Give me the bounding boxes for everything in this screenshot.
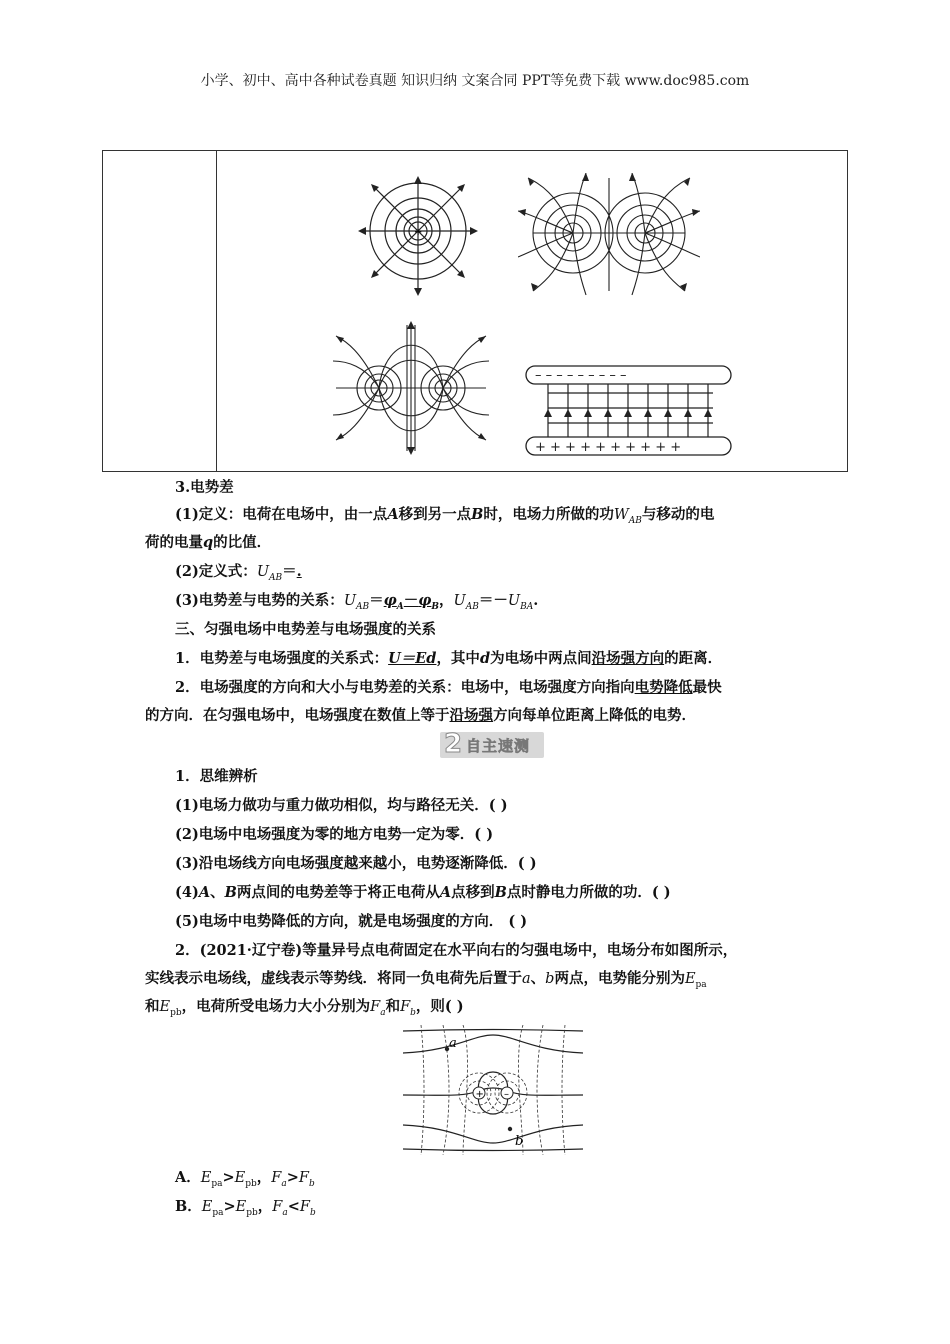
banner-text: 自主速测 [466, 737, 531, 755]
quiz-1-title: 1．思维辨析 [175, 768, 258, 785]
figure-point-b-label: b [515, 1134, 524, 1149]
self-test-banner [440, 729, 544, 759]
table-column-divider [216, 151, 217, 471]
relation-item-1: 1．电势差与电场强度的关系式：U＝Ed，其中d为电场中两点间沿场强方向的距离． [175, 650, 723, 667]
svg-text:+: + [475, 1089, 484, 1100]
relation-item-2-line-2: 的方向．在匀强电场中，电场强度在数值上等于沿场强方向每单位距离上降低的电势． [145, 707, 696, 724]
quiz-1-q4: (4)A、B两点间的电势差等于将正电荷从A点移到B点时静电力所做的功．( ) [175, 884, 671, 901]
potential-relation: (3)电势差与电势的关系：$U_{AB}=\varphi_A-\varphi_B$，$U_{AB}=-U_{BA}$. [175, 592, 539, 612]
quiz-2-line-3: 和$E_{pb}$，电荷所受电场力大小分别为$F_a$和$F_b$，则( ) [145, 998, 464, 1018]
banner-number: 2 [444, 729, 463, 759]
definition-line-1: (1)定义：电荷在电场中，由一点A移到另一点B时，电场力所做的功$W_{AB}$与移动的电 [175, 506, 715, 526]
quiz-1-q3: (3)沿电场线方向电场强度越来越小，电势逐渐降低．( ) [175, 855, 537, 872]
svg-text:– – – – – – – – –: – – – – – – – – – [535, 368, 627, 383]
svg-text:+: + [414, 227, 423, 238]
like-charges-field-figure [518, 173, 700, 298]
relation-item-2-line-1: 2．电场强度的方向和大小与电势差的关系：电场中，电场强度方向指向电势降低最快 [175, 679, 722, 696]
definition-line-2: 荷的电量q的比值． [145, 534, 272, 551]
quiz-1-q5: (5)电场中电势降低的方向，就是电场强度的方向． ( ) [175, 913, 528, 930]
option-a[interactable]: A．$E_{pa}>E_{pb}$，$F_a>F_b$ [175, 1169, 315, 1189]
section-3-title: 3.电势差 [175, 479, 234, 496]
parallel-plates-field-figure [523, 363, 733, 458]
dipole-field-figure [331, 321, 491, 456]
quiz-2-line-1: 2．(2021·辽宁卷)等量异号点电荷固定在水平向右的匀强电场中，电场分布如图所示， [175, 942, 738, 959]
quiz-1-q2: (2)电场中电场强度为零的地方电势一定为零．( ) [175, 826, 494, 843]
definition-formula: (2)定义式：$U_{AB}=$. [175, 563, 302, 583]
quiz-1-q1: (1)电场力做功与重力做功相似，均与路径无关．( ) [175, 797, 508, 814]
quiz-2-line-2: 实线表示电场线，虚线表示等势线．将同一负电荷先后置于a、b两点，电势能分别为$E_{pa}$ [145, 970, 707, 990]
svg-text:+ + + + + + + + + +: + + + + + + + + + + [535, 440, 682, 455]
option-b[interactable]: B．$E_{pa}>E_{pb}$，$F_a<F_b$ [175, 1198, 316, 1218]
figure-point-a-label: a [449, 1036, 457, 1051]
quiz-2-field-figure [403, 1025, 583, 1155]
svg-text:–: – [504, 1089, 509, 1100]
section-iii-title: 三、匀强电场中电势差与电场强度的关系 [175, 621, 436, 638]
point-charge-field-figure [358, 176, 478, 301]
page-header: 小学、初中、高中各种试卷真题 知识归纳 文案合同 PPT等免费下载 www.doc985.com [200, 73, 750, 89]
field-figures-table [102, 150, 848, 472]
